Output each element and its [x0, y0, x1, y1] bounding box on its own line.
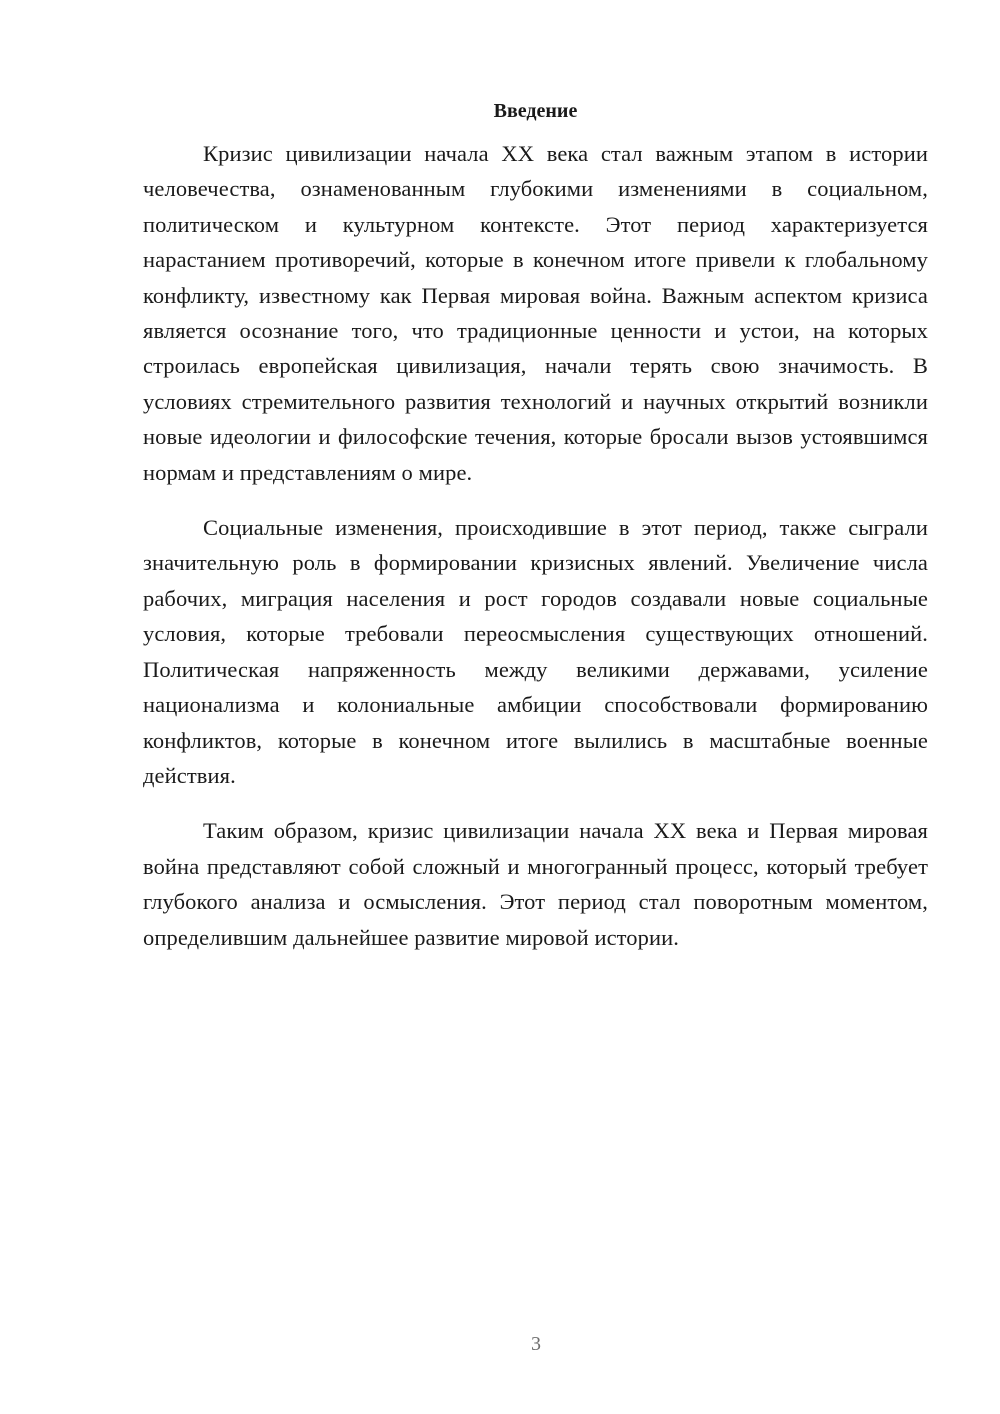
page-content: [143, 96, 928, 975]
paragraph-3: Таким образом, кризис цивилизации начала XX века и Первая мировая война представляют собой сложный и многогранный процесс, который требует глубокого анализа и осмысления. Этот период стал поворотным моментом, определившим дальнейшее развитие мировой истории.: [143, 818, 928, 950]
paragraph-1: Кризис цивилизации начала XX века стал важным этапом в истории человечества, ознаменованным глубокими изменениями в социальном, политическом и культурном контексте. Этот период характеризуется нарастанием противоречий, которые в конечном итоге привели к глобальному конфликту, известному как Первая мировая война. Важным аспектом кризиса является осознание того, что традиционные ценности и устои, на которых строилась европейская цивилизация, начали терять свою значимость. В условиях стремительного развития технологий и научных открытий возникли новые идеологии и философские течения, которые бросали вызов устоявшимся нормам и представлениям о мире.: [143, 141, 928, 485]
page-number: 3: [531, 1333, 541, 1355]
section-heading: Введение: [493, 100, 578, 122]
paragraph-2: Социальные изменения, происходившие в этот период, также сыграли значительную роль в формировании кризисных явлений. Увеличение числа рабочих, миграция населения и рост городов создавали новые социальные условия, которые требовали переосмысления существующих отношений. Политическая напряженность между великими державами, усиление национализма и колониальные амбиции способствовали формированию конфликтов, которые в конечном итоге вылились в масштабные военные действия.: [143, 515, 928, 788]
